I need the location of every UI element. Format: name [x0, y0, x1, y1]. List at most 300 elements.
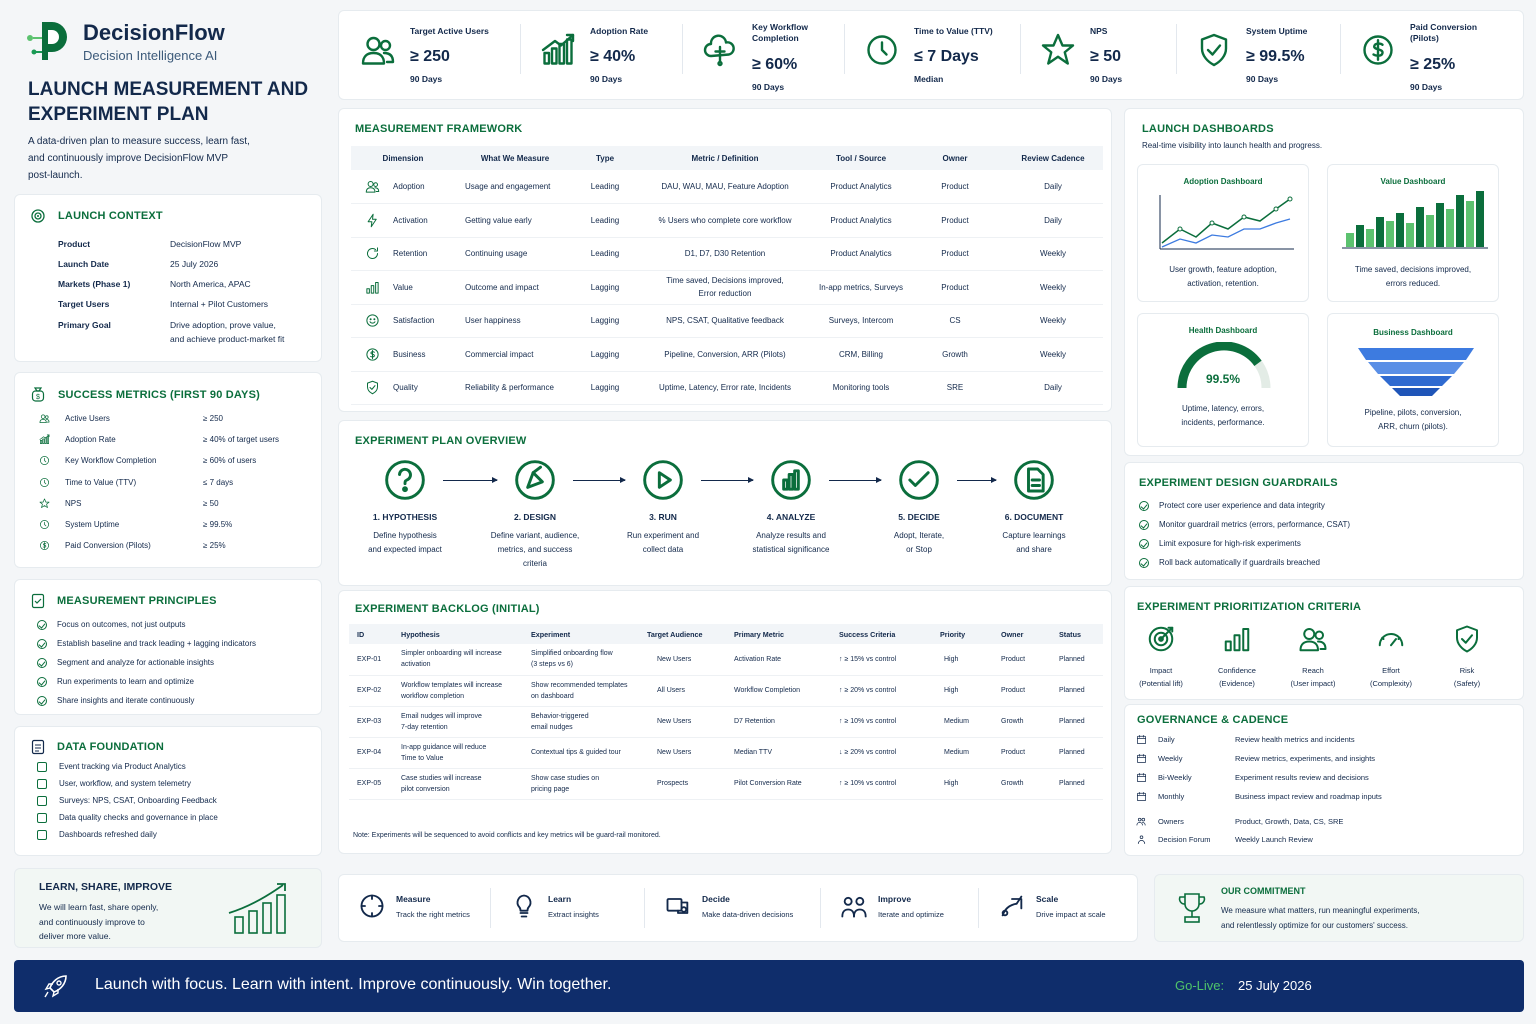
- kpi-divider: [682, 24, 683, 74]
- hypothesis-line2: 7-day retention: [401, 723, 448, 731]
- activation-icon: [365, 213, 381, 228]
- framework-type: Leading: [575, 170, 635, 204]
- step-desc-line1: Run experiment and: [626, 531, 700, 540]
- kpi-sub: 90 Days: [1410, 82, 1443, 92]
- backlog-criteria: ↑ ≥ 15% vs control: [831, 644, 932, 675]
- context-label-product: Product: [58, 239, 91, 249]
- framework-type: Lagging: [575, 271, 635, 305]
- backlog-metric: Median TTV: [726, 737, 831, 768]
- framework-what: Commercial impact: [455, 338, 575, 372]
- value-desc-line2: errors reduced.: [1385, 279, 1441, 288]
- star-icon: [1040, 32, 1080, 72]
- governance-key: Decision Forum: [1158, 835, 1211, 844]
- backlog-hypothesis: [393, 675, 523, 706]
- hypothesis-line2: Time to Value: [401, 754, 444, 762]
- framework-owner: Product: [907, 271, 1003, 305]
- success-metric-label: Key Workflow Completion: [65, 456, 157, 466]
- health-dashboard-desc: [1138, 402, 1308, 430]
- clock-icon: [39, 477, 50, 488]
- trophy-icon: [1177, 891, 1207, 925]
- criterion-label: [1432, 664, 1502, 690]
- foundation-text: Event tracking via Product Analytics: [59, 762, 186, 771]
- backlog-owner: Product: [993, 675, 1051, 706]
- criterion-desc: (Potential lift): [1139, 679, 1183, 688]
- kpi-value: ≥ 250: [410, 48, 450, 65]
- experiment-step[interactable]: [345, 458, 465, 557]
- backlog-id: EXP-02: [349, 675, 393, 706]
- framework-metric: [635, 204, 815, 238]
- hypothesis-line1: In-app guidance will reduce: [401, 743, 487, 751]
- backlog-audience: New Users: [639, 644, 726, 675]
- experiment-step[interactable]: [731, 458, 851, 557]
- framework-tool: Product Analytics: [815, 204, 907, 238]
- kpi-tile[interactable]: [1360, 14, 1520, 98]
- framework-dimension: [351, 271, 455, 305]
- design-icon: [513, 458, 557, 502]
- value-bar: [1356, 225, 1364, 247]
- step-desc: [603, 529, 723, 557]
- analyze-icon: [769, 458, 813, 502]
- criterion-label: [1356, 664, 1426, 690]
- backlog-note: Note: Experiments will be sequenced to avoid conflicts and key metrics will be guard-rail monitored.: [353, 832, 661, 839]
- loop-step-desc: Extract insights: [548, 910, 599, 919]
- data-icon: [37, 830, 47, 840]
- framework-cadence: Weekly: [1003, 338, 1103, 372]
- clock-icon: [39, 519, 50, 530]
- step-desc: [345, 529, 465, 557]
- framework-row: [351, 204, 1103, 238]
- backlog-row[interactable]: [349, 675, 1103, 706]
- value-bar: [1386, 221, 1394, 247]
- success-metrics-card: [14, 372, 322, 568]
- foundation-text: User, workflow, and system telemetry: [59, 779, 192, 788]
- decide-board-icon: [664, 892, 692, 920]
- guardrail-item: [1139, 553, 1350, 572]
- success-metric-label: Time to Value (TTV): [65, 477, 137, 487]
- business-desc-line1: Pipeline, pilots, conversion,: [1364, 408, 1462, 417]
- kpi-label: [1410, 22, 1510, 44]
- value-bar: [1446, 209, 1454, 247]
- kpi-tile[interactable]: [864, 14, 1024, 98]
- foundation-item: [37, 826, 218, 843]
- backlog-audience: New Users: [639, 706, 726, 737]
- loop-step[interactable]: [664, 880, 814, 930]
- framework-metric: [635, 304, 815, 338]
- dollar-icon: [39, 540, 50, 551]
- principle-text: Share insights and iterate continuously: [57, 696, 195, 705]
- framework-type: Lagging: [575, 371, 635, 405]
- check-icon: [1139, 520, 1149, 530]
- step-desc: [974, 529, 1094, 557]
- backlog-audience: Prospects: [639, 768, 726, 799]
- shield-check-icon: [1196, 32, 1236, 72]
- users-icon: [365, 179, 381, 194]
- framework-header: Dimension: [351, 146, 455, 170]
- criterion-label: [1126, 664, 1196, 690]
- backlog-id: EXP-05: [349, 768, 393, 799]
- backlog-owner: Growth: [993, 768, 1051, 799]
- hypothesis-line1: Simpler onboarding will increase: [401, 650, 502, 658]
- loop-step-desc: Make data-driven decisions: [702, 910, 794, 919]
- loop-step-desc: Iterate and optimize: [878, 910, 944, 919]
- dimension-label: Value: [393, 282, 413, 292]
- criterion-desc: (Safety): [1453, 679, 1481, 688]
- value-dashboard-desc: [1328, 263, 1498, 291]
- brain-cloud-icon: [702, 32, 742, 72]
- page-subtitle: [28, 133, 250, 184]
- growth-chart-icon: [227, 881, 293, 935]
- step-desc-line2: and share: [1016, 545, 1052, 554]
- shield-check-icon: [365, 380, 381, 395]
- loop-divider: [820, 888, 821, 928]
- framework-owner: Product: [907, 170, 1003, 204]
- framework-owner: Product: [907, 204, 1003, 238]
- adoption-dashboard-desc: [1138, 263, 1308, 291]
- lightbulb-icon: [510, 892, 538, 920]
- experiment-line2: on dashboard: [531, 692, 574, 700]
- kpi-value: ≥ 60%: [752, 56, 798, 73]
- loop-step[interactable]: [358, 880, 508, 930]
- governance-title: GOVERNANCE & CADENCE: [1137, 714, 1289, 726]
- backlog-header: Target Audience: [639, 624, 726, 644]
- step-desc: [731, 529, 851, 557]
- foundation-text: Dashboards refreshed daily: [59, 830, 157, 839]
- kpi-sub: 90 Days: [1090, 74, 1123, 84]
- commitment-title: OUR COMMITMENT: [1221, 886, 1306, 896]
- principle-text: Establish baseline and track leading + lagging indicators: [57, 639, 257, 648]
- backlog-header: Primary Metric: [726, 624, 831, 644]
- principle-item: [37, 615, 256, 634]
- metric-line1: % Users who complete core workflow: [658, 215, 792, 225]
- users-icon: [39, 413, 50, 424]
- loop-divider: [644, 888, 645, 928]
- governance-cadence: Bi-Weekly: [1158, 773, 1192, 782]
- learn-line2: and continuously improve to: [39, 916, 145, 927]
- framework-owner: SRE: [907, 371, 1003, 405]
- step-desc-line1: Capture learnings: [1002, 531, 1066, 540]
- framework-what: Continuing usage: [455, 237, 575, 271]
- loop-step-desc: Drive impact at scale: [1036, 910, 1106, 919]
- guardrail-item: [1139, 534, 1350, 553]
- framework-owner: Product: [907, 237, 1003, 271]
- page-title: [28, 77, 308, 127]
- backlog-audience: New Users: [639, 737, 726, 768]
- value-bar: [1346, 233, 1354, 247]
- experiment-line2: pricing page: [531, 785, 570, 793]
- context-value-primary-goal-2: and achieve product-market fit: [170, 334, 285, 344]
- kpi-tile[interactable]: [360, 14, 520, 98]
- kpi-label-line2: (Pilots): [1410, 33, 1439, 43]
- prioritization-criterion: [1278, 624, 1348, 690]
- prioritization-criterion: [1126, 624, 1196, 690]
- dollar-icon: [365, 347, 381, 362]
- brand-logo: [24, 18, 74, 64]
- backlog-header: Success Criteria: [831, 624, 932, 644]
- loop-step[interactable]: [998, 880, 1148, 930]
- framework-tool: Surveys, Intercom: [815, 304, 907, 338]
- data-icon: [37, 762, 47, 772]
- target-icon: [31, 209, 45, 223]
- bar-chart-icon: [1222, 624, 1252, 654]
- check-icon: [37, 658, 47, 668]
- kpi-label-line1: NPS: [1090, 26, 1108, 36]
- guardrails-title: EXPERIMENT DESIGN GUARDRAILS: [1139, 477, 1338, 489]
- criterion-desc: (Complexity): [1369, 679, 1413, 688]
- hypothesis-line2: pilot conversion: [401, 785, 450, 793]
- backlog-status: Planned: [1051, 706, 1103, 737]
- step-desc: [859, 529, 979, 557]
- success-metric-value: ≥ 50: [203, 498, 219, 508]
- framework-row: [351, 271, 1103, 305]
- foundation-text: Surveys: NPS, CSAT, Onboarding Feedback: [59, 796, 217, 805]
- framework-tool: Monitoring tools: [815, 371, 907, 405]
- value-dashboard-title: Value Dashboard: [1380, 177, 1446, 186]
- criterion-name: Reach: [1302, 666, 1324, 675]
- framework-dimension: [351, 338, 455, 372]
- value-bar: [1366, 229, 1374, 247]
- kpi-label: [752, 22, 852, 44]
- commitment-card: [1154, 874, 1524, 942]
- calendar-icon: [1136, 791, 1158, 802]
- step-desc-line1: Adopt, Iterate,: [893, 531, 945, 540]
- value-bar: [1436, 203, 1444, 247]
- experiment-step[interactable]: [475, 458, 595, 571]
- loop-step[interactable]: [840, 880, 990, 930]
- svg-text:$: $: [36, 394, 40, 401]
- success-metric-label: System Uptime: [65, 519, 120, 529]
- criterion-label: [1202, 664, 1272, 690]
- governance-activity: Business impact review and roadmap inputs: [1235, 792, 1382, 801]
- metric-line1: Uptime, Latency, Error rate, Incidents: [659, 383, 791, 393]
- smile-icon: [365, 313, 381, 328]
- data-foundation-card: [14, 726, 322, 856]
- check-icon: [37, 677, 47, 687]
- kpi-value: ≥ 50: [1090, 48, 1122, 65]
- success-metric-row: [39, 453, 309, 474]
- gauge-icon: [1376, 624, 1406, 654]
- framework-cadence: Daily: [1003, 170, 1103, 204]
- principles-card: [14, 579, 322, 715]
- prioritization-criterion: [1356, 624, 1426, 690]
- kpi-tile[interactable]: [1196, 14, 1356, 98]
- data-icon: [37, 813, 47, 823]
- experiment-step[interactable]: [859, 458, 979, 557]
- document-icon: [1012, 458, 1056, 502]
- backlog-status: Planned: [1051, 768, 1103, 799]
- principle-item: [37, 672, 256, 691]
- backlog-header: ID: [349, 624, 393, 644]
- backlog-row[interactable]: [349, 644, 1103, 675]
- backlog-priority: High: [932, 644, 993, 675]
- kpi-label-line2: Completion: [752, 33, 799, 43]
- framework-metric: [635, 170, 815, 204]
- kpi-sub: 90 Days: [1246, 74, 1279, 84]
- kpi-sub: 90 Days: [752, 82, 785, 92]
- context-value-markets: North America, APAC: [170, 279, 251, 289]
- business-desc-line2: ARR, churn (pilots).: [1378, 422, 1448, 431]
- calendar-icon: [1136, 772, 1158, 783]
- golive-label: Go-Live:: [1175, 978, 1225, 993]
- principle-text: Segment and analyze for actionable insights: [57, 658, 214, 667]
- experiment-line2: (3 steps vs 6): [531, 661, 574, 669]
- backlog-header: Status: [1051, 624, 1103, 644]
- kpi-tile[interactable]: [702, 14, 862, 98]
- governance-row: [1136, 772, 1369, 783]
- backlog-row[interactable]: [349, 768, 1103, 799]
- context-label-launch-date: Launch Date: [58, 259, 110, 269]
- launch-context-card: [14, 194, 322, 362]
- kpi-value: ≥ 40%: [590, 48, 636, 65]
- users-icon: [1298, 624, 1328, 654]
- loop-step[interactable]: [510, 880, 660, 930]
- business-dashboard[interactable]: [1327, 313, 1499, 447]
- framework-dimension: [351, 237, 455, 271]
- kpi-value: ≤ 7 Days: [914, 48, 979, 65]
- page-subtitle-line1: A data-driven plan to measure success, learn fast,: [28, 136, 250, 147]
- success-metric-row: [39, 517, 309, 538]
- dashboards-card: [1124, 108, 1524, 456]
- play-icon: [641, 458, 685, 502]
- dimension-label: Retention: [393, 249, 428, 259]
- backlog-criteria: ↓ ≥ 20% vs control: [831, 737, 932, 768]
- step-name: 5. DECIDE: [898, 512, 940, 522]
- health-dashboard[interactable]: [1137, 313, 1309, 447]
- learn-title: LEARN, SHARE, IMPROVE: [39, 881, 173, 893]
- guardrail-text: Roll back automatically if guardrails breached: [1159, 558, 1320, 567]
- kpi-sub: 90 Days: [590, 74, 623, 84]
- page-title-line1: LAUNCH MEASUREMENT AND: [28, 79, 309, 100]
- value-bar: [1476, 191, 1484, 247]
- kpi-label-line1: System Uptime: [1246, 26, 1308, 36]
- backlog-criteria: ↑ ≥ 10% vs control: [831, 706, 932, 737]
- footer-banner: [14, 960, 1524, 1012]
- governance-activity: Review health metrics and incidents: [1235, 735, 1355, 744]
- loop-divider: [978, 888, 979, 928]
- framework-what: Reliability & performance: [455, 371, 575, 405]
- value-bar: [1376, 217, 1384, 247]
- framework-row: [351, 237, 1103, 271]
- prioritization-title: EXPERIMENT PRIORITIZATION CRITERIA: [1137, 601, 1362, 613]
- criterion-name: Impact: [1149, 666, 1173, 675]
- backlog-row[interactable]: [349, 737, 1103, 768]
- kpi-label: [914, 26, 1014, 37]
- page-subtitle-line3: post-launch.: [28, 170, 83, 181]
- foundation-item: [37, 809, 218, 826]
- step-name: 3. RUN: [649, 512, 677, 522]
- framework-type: Lagging: [575, 304, 635, 338]
- experiment-step[interactable]: [603, 458, 723, 557]
- backlog-experiment: [523, 706, 639, 737]
- question-icon: [383, 458, 427, 502]
- success-metric-value: ≥ 40% of target users: [203, 435, 279, 445]
- context-value-launch-date: 25 July 2026: [170, 259, 219, 269]
- framework-metric: [635, 371, 815, 405]
- principle-text: Focus on outcomes, not just outputs: [57, 620, 186, 629]
- success-metric-value: ≤ 7 days: [203, 477, 234, 487]
- kpi-divider: [844, 24, 845, 74]
- loop-divider: [490, 888, 491, 928]
- framework-dimension: [351, 371, 455, 405]
- guardrail-text: Protect core user experience and data integrity: [1159, 501, 1325, 510]
- success-metric-row: [39, 475, 309, 496]
- framework-header: Type: [575, 146, 635, 170]
- dimension-label: Adoption: [393, 182, 425, 191]
- framework-header: Review Cadence: [1003, 146, 1103, 170]
- backlog-id: EXP-01: [349, 644, 393, 675]
- framework-dimension: [351, 170, 455, 204]
- value-dashboard[interactable]: [1327, 164, 1499, 302]
- data-icon: [37, 779, 47, 789]
- kpi-label: [590, 26, 690, 37]
- brand-tagline: Decision Intelligence AI: [83, 48, 218, 63]
- backlog-hypothesis: [393, 737, 523, 768]
- kpi-divider: [1020, 24, 1021, 74]
- governance-value: Product, Growth, Data, CS, SRE: [1235, 817, 1344, 826]
- value-desc-line1: Time saved, decisions improved,: [1354, 265, 1472, 274]
- golive-date: 25 July 2026: [1238, 978, 1312, 993]
- backlog-audience: All Users: [639, 675, 726, 706]
- loop-step-label: Decide: [702, 894, 730, 904]
- success-metric-value: ≥ 250: [203, 414, 223, 423]
- experiment-line2: email nudges: [531, 723, 573, 731]
- commitment-line1: We measure what matters, run meaningful experiments,: [1221, 906, 1420, 915]
- commitment-line2: and relentlessly optimize for our customers' success.: [1221, 920, 1408, 930]
- learn-line3: deliver more value.: [39, 931, 111, 941]
- framework-cadence: Weekly: [1003, 304, 1103, 338]
- framework-type: Leading: [575, 237, 635, 271]
- check-icon: [37, 639, 47, 649]
- criterion-name: Effort: [1382, 666, 1400, 675]
- adoption-desc-line1: User growth, feature adoption,: [1169, 265, 1277, 274]
- success-metric-row: [39, 496, 309, 517]
- success-metric-value: ≥ 99.5%: [203, 519, 233, 529]
- bar-chart-icon: [365, 280, 381, 295]
- bar-chart-icon: [1342, 191, 1488, 251]
- loop-step-label: Improve: [878, 894, 912, 904]
- kpi-tile[interactable]: [540, 14, 700, 98]
- governance-row: [1136, 834, 1313, 845]
- experiment-line1: Contextual tips & guided tour: [531, 749, 621, 756]
- framework-cadence: Daily: [1003, 204, 1103, 238]
- framework-title: MEASUREMENT FRAMEWORK: [355, 123, 523, 135]
- framework-what: Getting value early: [455, 204, 575, 238]
- backlog-metric: Workflow Completion: [726, 675, 831, 706]
- backlog-title: EXPERIMENT BACKLOG (INITIAL): [355, 603, 540, 615]
- success-metric-value: ≥ 60% of users: [203, 456, 257, 466]
- metric-line2: Error reduction: [698, 289, 752, 299]
- backlog-priority: High: [932, 675, 993, 706]
- adoption-dashboard[interactable]: [1137, 164, 1309, 302]
- dashboards-title: LAUNCH DASHBOARDS: [1142, 123, 1274, 135]
- context-label-markets: Markets (Phase 1): [58, 279, 131, 289]
- value-bar: [1396, 213, 1404, 247]
- value-bar: [1416, 207, 1424, 247]
- step-desc-line1: Define variant, audience,: [490, 531, 580, 540]
- dashboards-subtitle: Real-time visibility into launch health and progress.: [1142, 141, 1323, 150]
- loop-step-desc: Track the right metrics: [396, 910, 470, 919]
- kpi-sub: Median: [914, 74, 944, 84]
- kpi-value: ≥ 25%: [1410, 56, 1456, 73]
- backlog-row[interactable]: [349, 706, 1103, 737]
- framework-header: Tool / Source: [815, 146, 907, 170]
- value-bar: [1456, 195, 1464, 247]
- learn-card: [14, 868, 322, 948]
- success-metric-row: [39, 432, 309, 453]
- framework-dimension: [351, 304, 455, 338]
- dollar-icon: [1360, 32, 1400, 72]
- experiment-step[interactable]: [974, 458, 1094, 557]
- governance-activity: Experiment results review and decisions: [1235, 773, 1369, 782]
